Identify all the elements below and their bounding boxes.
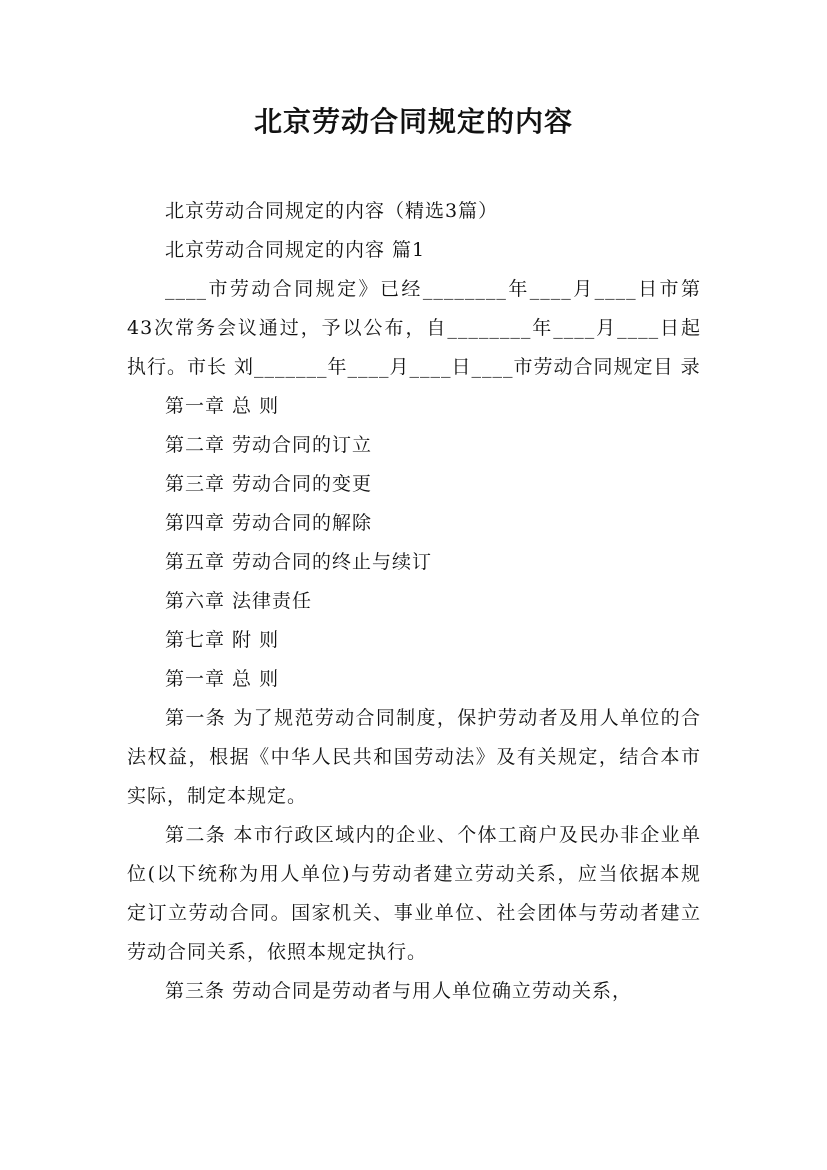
- toc-chapter-5: 第五章 劳动合同的终止与续订: [165, 551, 433, 573]
- article-3: 第三条 劳动合同是劳动者与用人单位确立劳动关系，: [165, 980, 633, 1002]
- toc-chapter-3: 第三章 劳动合同的变更: [165, 473, 373, 495]
- paragraph-section-heading: 北京劳动合同规定的内容 篇1: [165, 239, 426, 261]
- document-title: 北京劳动合同规定的内容: [253, 105, 573, 138]
- toc-chapter-1: 第一章 总 则: [165, 395, 280, 417]
- paragraph-intro: 北京劳动合同规定的内容（精选3篇）: [165, 200, 499, 222]
- document-body: [127, 192, 701, 1011]
- toc-chapter-7: 第七章 附 则: [165, 629, 280, 651]
- article-2: 第二条 本市行政区域内的企业、个体工商户及民办非企业单位(以下统称为用人单位)与劳动者建立劳动关系，应当依据本规定订立劳动合同。国家机关、事业单位、社会团体与劳动者建立劳动合同关系，依照本规定执行。: [127, 824, 701, 963]
- toc-chapter-2: 第二章 劳动合同的订立: [165, 434, 373, 456]
- toc-chapter-6: 第六章 法律责任: [165, 590, 313, 612]
- article-1: 第一条 为了规范劳动合同制度，保护劳动者及用人单位的合法权益，根据《中华人民共和国劳动法》及有关规定，结合本市实际，制定本规定。: [127, 707, 701, 807]
- toc-chapter-4: 第四章 劳动合同的解除: [165, 512, 373, 534]
- paragraph-announcement: ____市劳动合同规定》已经________年____月____日市第43次常务会议通过，予以公布，自________年____月____日起执行。市长 刘_______年____月____日____市劳动合同规定目 录: [127, 278, 701, 378]
- chapter-1-heading: 第一章 总 则: [165, 668, 280, 690]
